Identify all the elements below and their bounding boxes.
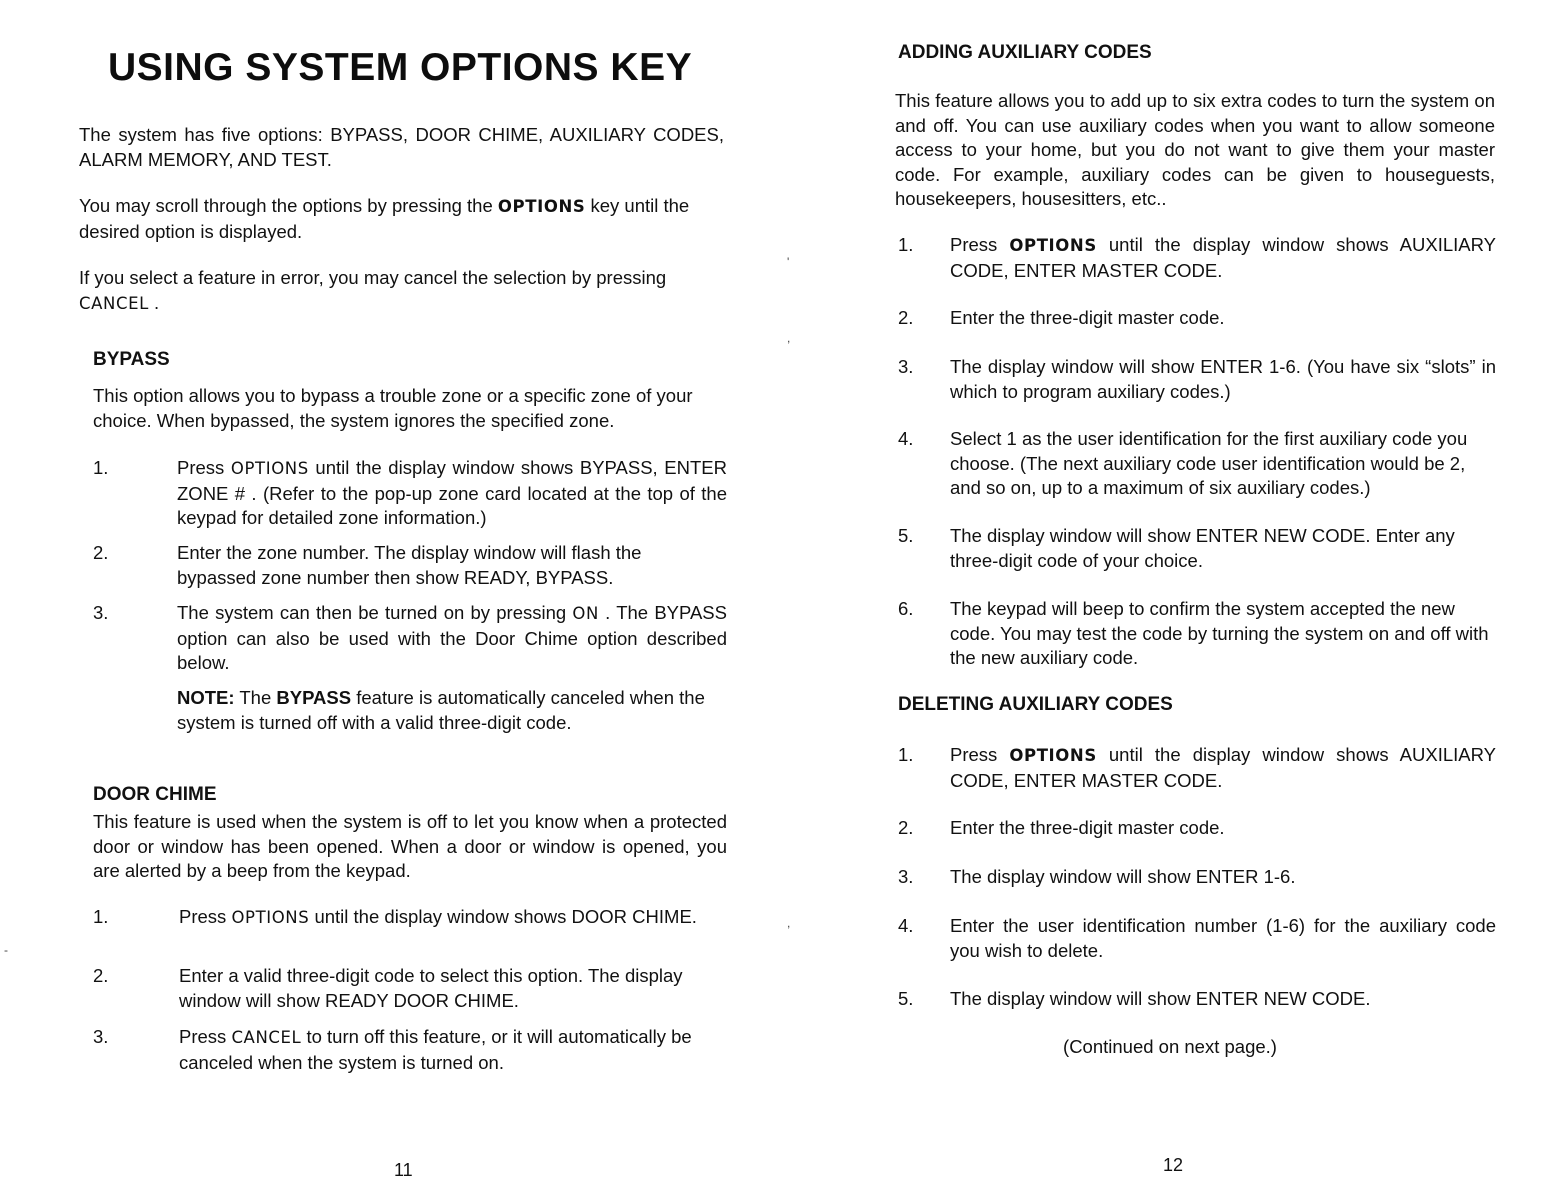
scan-speck: ,: [787, 331, 791, 345]
cancel-key-label: CANCEL: [79, 293, 149, 313]
page-number: 11: [394, 1160, 413, 1180]
options-key-label: OPTIONS: [1009, 236, 1097, 255]
door-chime-description: This feature is used when the system is off to let you know when a protected door or window has been opened. When a door or window is opened, you are alerted by a beep from the keypad.: [93, 811, 727, 881]
cancel-key-label: CANCEL: [231, 1028, 302, 1047]
left-page: USING SYSTEM OPTIONS KEY The system has five options: BYPASS, DOOR CHIME, AUXILIARY CODES, ALARM MEMORY, AND TEST. You may scroll through the options by pressing the OPTIONS key until the desired option is displayed. If you select a feature in error, you may cancel the selection by pressing CANCEL . BYPASS This option allows you to bypass a trouble zone or a specific zone of your choice. When bypassed, the system ignores the specified zone. 1. Press OPTIONS until the display window shows BYPASS, ENTER ZONE # . (Refer to the pop-up zone card located at the top of the keypad for detailed zone information.) 2. Enter the zone number. The display window will flash the bypassed zone number then show READY, BYPASS. 3. The system can then be turned on by pressing ON . The BYPASS option can also be used with the Door Chime option described below. NOTE: The BYPASS feature is automatically canceled when the system is turned off with a valid three-digit code. DOOR CHIME This feature is used when the system is off to let you know when a protected door or window has been opened. When a door or window is opened, you are alerted by a beep from the keypad. 1. Press OPTIONS until the display window shows DOOR CHIME. 2. Enter a valid three-digit code to select this option. The display window will show READY DOOR CHIME. 3. Press CANCEL to turn off this feature, or it will automatically be canceled when the system is turned on. 11 ' , , -: [4, 46, 791, 1180]
on-key-label: ON: [572, 604, 599, 623]
options-key-label: OPTIONS: [497, 197, 586, 216]
page-number: 12: [1163, 1155, 1184, 1175]
continued-note: (Continued on next page.): [1063, 1036, 1277, 1057]
deleting-codes-heading: DELETING AUXILIARY CODES: [898, 694, 1173, 715]
scan-speck: ,: [787, 916, 791, 930]
bypass-heading: BYPASS: [93, 349, 170, 370]
bypass-note: NOTE: The BYPASS feature is automatically canceled when the system is turned off with a valid three-digit code.: [177, 687, 705, 733]
bypass-description: This option allows you to bypass a trouble zone or a specific zone of your choice. When bypassed, the system ignores the specified zone.: [93, 385, 693, 431]
scan-speck: ': [787, 255, 790, 269]
bypass-keyword: BYPASS: [276, 687, 352, 708]
options-key-label: OPTIONS: [230, 459, 309, 478]
scroll-paragraph: You may scroll through the options by pressing the OPTIONS key until the desired option is displayed.: [79, 195, 690, 242]
intro-paragraph: The system has five options: BYPASS, DOOR CHIME, AUXILIARY CODES, ALARM MEMORY, AND TEST.: [79, 124, 724, 170]
scan-speck: -: [4, 943, 8, 957]
adding-codes-heading: ADDING AUXILIARY CODES: [898, 42, 1152, 63]
door-chime-heading: DOOR CHIME: [93, 784, 217, 805]
page-title: USING SYSTEM OPTIONS KEY: [108, 46, 693, 89]
note-label: NOTE:: [177, 687, 235, 708]
cancel-paragraph: If you select a feature in error, you may cancel the selection by pressing CANCEL .: [79, 267, 667, 313]
options-key-label: OPTIONS: [231, 908, 310, 927]
right-page: ADDING AUXILIARY CODES This feature allows you to add up to six extra codes to turn the system on and off. You can use auxiliary codes when you want to allow someone access to your home, but you do not want to give them your master code. For example, auxiliary codes can be given to houseguests, housekeepers, housesitters, etc.. 1. Press OPTIONS until the display window shows AUXILIARY CODE, ENTER MASTER CODE. 2. Enter the three-digit master code. 3. The display window will show ENTER 1-6. (You have six “slots” in which to program auxiliary codes.) 4. Select 1 as the user identification for the first auxiliary code you choose. (The next auxiliary code user identification would be 2, and so on, up to a maximum of six auxiliary codes.) 5. The display window will show ENTER NEW CODE. Enter any three-digit code of your choice. 6. The keypad will beep to confirm the system accepted the new code. You may test the code by turning the system on and off with the new auxiliary code. DELETING AUXILIARY CODES 1. Press OPTIONS until the display window shows AUXILIARY CODE, ENTER MASTER CODE. 2. Enter the three-digit master code. 3. The display window will show ENTER 1-6. 4. Enter the user identification number (1-6) for the auxiliary code you wish to delete. 5. The display window will show ENTER NEW CODE. (Continued on next page.) 12: [895, 42, 1496, 1175]
options-key-label: OPTIONS: [1009, 746, 1097, 765]
adding-codes-description: This feature allows you to add up to six extra codes to turn the system on and off. You can use auxiliary codes when you want to allow someone access to your home, but you do not want to give them your master code. For example, auxiliary codes can be given to houseguests, housekeepers, housesitters, etc..: [895, 90, 1495, 209]
